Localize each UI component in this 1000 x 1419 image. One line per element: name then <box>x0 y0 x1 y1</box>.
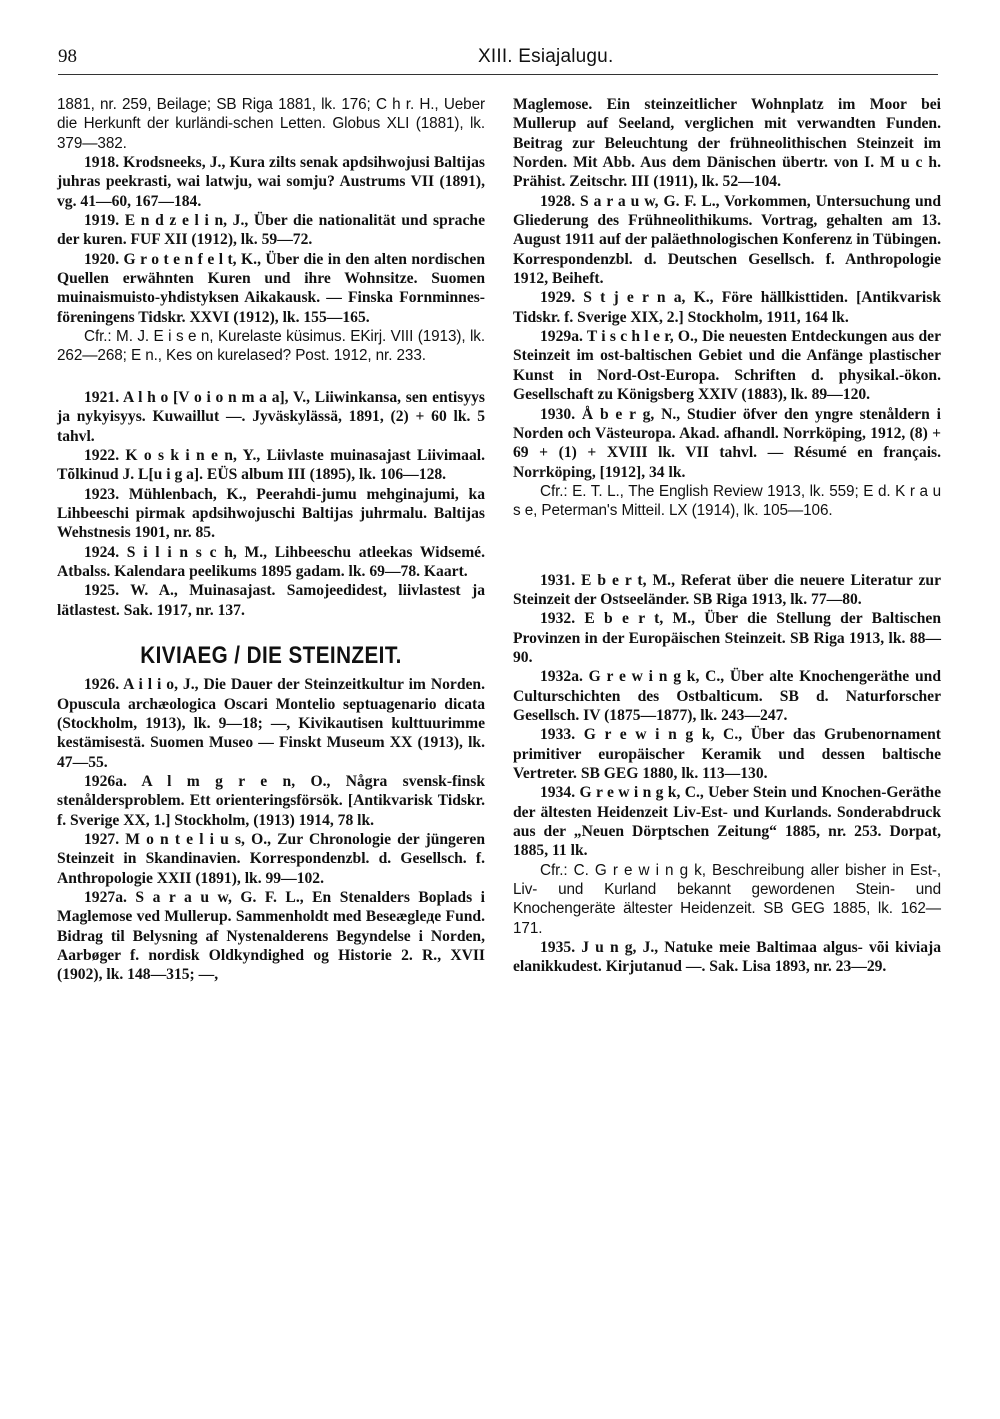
right-entries-bottom <box>513 571 941 977</box>
bibliography-entry: 1927. M o n t e l i u s, O., Zur Chronologie der jüngeren Steinzeit in Skandinavien. Korrespondenzbl. d. Gesellsch. f. Anthropologie XXII (1891), lk. 99—102. <box>57 831 485 887</box>
bibliography-entry: 1924. S i l i n s c h, M., Lihbeeschu atleekas Widsemé. Atbalss. Kalendara peelikums 1895 gadam. lk. 69—78. Kaart. <box>57 543 485 580</box>
reference-note: Cfr.: C. G r e w i n g k, Beschreibung aller bisher in Est-, Liv- und Kurland bekannt gewordenen Stein- und Knochengeräte ältester Heidenzeit. SB GEG 1885, lk. 162—171. <box>513 861 941 937</box>
bibliography-entry: 1922. K o s k i n e n, Y., Liivlaste muinasajast Liivimaal. Tõlkinud J. L[u i g a]. EÜS album III (1895), lk. 106—128. <box>57 446 485 484</box>
running-title: XIII. Esiajalugu. <box>478 46 614 67</box>
header-rule <box>58 74 938 75</box>
bibliography-entry: 1920. G r o t e n f e l t, K., Über die in den alten nordischen Quellen erwähnten Kuren und ihre Wohnsitze. Suomen muinaismuisto-yhdistyksen Aikakausk. — Finska Fornminnes-föreningens Tidskr. XXVI (1912), lk. 155—165. <box>57 250 485 326</box>
left-entries-top <box>57 95 485 366</box>
bibliography-entry: 1921. A l h o [V o i o n m a a], V., Liiwinkansa, sen entisyys ja nykyisyys. Kuwaillut —. Jyväskylässä, 1891, (2) + 60 lk. 5 tahvl. <box>57 388 485 445</box>
bibliography-entry: 1927a. S a r a u w, G. F. L., En Stenalders Boplads i Maglemose ved Mullerup. Sammenholdt med Beseægleде Fund. Bidrag til Belysning af Nystenalderens Begyndelse i Norden, Aarbøger f. nordisk Oldkyndighed og Historie 2. R., XVII (1902), lk. 148—315; —, <box>57 889 485 984</box>
section-heading: KIVIAEG / DIE STEINZEIT. <box>140 641 402 669</box>
bibliography-entry: 1932a. G r e w i n g k, C., Über alte Knochengeräthe und Culturschichten des Ostbalticum. SB d. Naturforscher Gesellsch. IV (1875—1877), lk. 243—247. <box>513 668 941 724</box>
bibliography-entry: 1919. E n d z e l i n, J., Über die nationalität und sprache der kuren. FUF XII (1912), lk. 59—72. <box>57 212 485 249</box>
bibliography-entry: 1918. Krodsneeks, J., Kura zilts senak apdsihwojusi Baltijas juhras peekrasti, wai latwju, wai somju? Austrums VII (1891), vg. 41—60, 167—184. <box>57 154 485 210</box>
left-entries-mid <box>57 388 485 620</box>
right-column <box>513 95 941 977</box>
bibliography-entry: 1931. E b e r t, M., Referat über die neuere Literatur zur Steinzeit der Ostseeländer. SB Riga 1913, lk. 77—80. <box>513 571 941 608</box>
bibliography-entry: 1930. Å b e r g, N., Studier öfver den yngre stenåldern i Norden och Västeuropa. Akad. afhandl. Norrköping, 1912, (8) + 69 + (1) + XVIII lk. VII tahvl. — Résumé en français. Norrköping, [1912], 34 lk. <box>513 405 941 481</box>
reference-note: Cfr.: M. J. E i s e n, Kurelaste küsimus. EKirj. VIII (1913), lk. 262—268; E n., Kes on kurelased? Post. 1912, nr. 233. <box>57 328 485 365</box>
right-entries-top <box>513 95 941 521</box>
bibliography-entry: 1926. A i l i o, J., Die Dauer der Steinzeitkultur im Norden. Opuscula archæologica Oscari Montelio septuagenario dicata (Stockholm, 1913), lk. 9—18; —, Kivikautisen kulttuurimme kestämisestä. Suomen Museo — Finskt Museum XX (1913), lk. 47—55. <box>57 676 485 771</box>
reference-note: 1881, nr. 259, Beilage; SB Riga 1881, lk. 176; C h r. H., Ueber die Herkunft der kurländi-schen Letten. Globus XLI (1881), lk. 379—382. <box>57 96 485 152</box>
page-number: 98 <box>58 46 77 67</box>
bibliography-entry: 1926a. A l m g r e n, O., Några svensk-finsk stenåldersproblem. Ett orienteringsförsök. [Antikvarisk Tidskr. f. Sverige XX, 1.] Stockholm, (1913) 1914, 78 lk. <box>57 773 485 829</box>
bibliography-entry: 1925. W. A., Muinasajast. Samojeedidest, liivlastest ja lätlastest. Sak. 1917, nr. 137. <box>57 582 485 619</box>
left-column <box>57 95 485 985</box>
bibliography-entry: 1933. G r e w i n g k, C., Über das Grubenornament primitiver europäischer Keramik und dessen baltische Vertreter. SB GEG 1880, lk. 113—130. <box>513 726 941 782</box>
spacer <box>513 521 941 571</box>
bibliography-entry: 1928. S a r a u w, G. F. L., Vorkommen, Untersuchung und Gliederung des Frühneolithikums. Vortrag, gehalten am 13. August 1911 auf der paläethnologischen Konferenz in Tübingen. Korrespondenzbl. d. Deutschen Gesellsch. f. Anthropologie 1912, Beiheft. <box>513 192 941 288</box>
page-header <box>58 46 938 76</box>
bibliography-entry: Maglemose. Ein steinzeitlicher Wohnplatz im Moor bei Mullerup auf Seeland, verglichen mit verwandten Funden. Beitrag zur Beleuchtung der frühneolithischen Steinzeit im Norden. Mit Abb. Aus dem Dänischen übertr. von I. M u c h. Prähist. Zeitschr. III (1911), lk. 52—104. <box>513 96 941 191</box>
bibliography-entry: 1923. Mühlenbach, K., Peerahdi-jumu mehginajumi, ka Lihbeeschi pirmak apdsihwojuschi Baltijas juhrmalu. Baltijas Wehstnesis 1901, nr. 85. <box>57 485 485 542</box>
bibliography-entry: 1935. J u n g, J., Natuke meie Baltimaa algus- või kiviaja elanikkudest. Kirjutanud —. Sak. Lisa 1893, nr. 23—29. <box>513 939 941 976</box>
left-entries-bottom <box>57 675 485 985</box>
reference-note: Cfr.: E. T. L., The English Review 1913, lk. 559; E d. K r a u s e, Peterman's Mitteil. LX (1914), lk. 105—106. <box>513 482 941 520</box>
bibliography-entry: 1934. G r e w i n g k, C., Ueber Stein und Knochen-Geräthe der ältesten Heidenzeit Liv-Est- und Kurlands. Sonderabdruck aus der „Neuen Dörptschen Zeitung“ 1885, nr. 253. Dorpat, 1885, 11 lk. <box>513 784 941 860</box>
bibliography-entry: 1929a. T i s c h l e r, O., Die neuesten Entdeckungen aus der Steinzeit im ost-baltischen Gebiet und die Anfänge plastischer Kunst in Nord-Ost-Europa. Schriften d. physikal.-ökon. Gesellschaft zu Königsberg XXIV (1883), lk. 89—120. <box>513 328 941 404</box>
bibliography-entry: 1932. E b e r t, M., Über die Stellung der Baltischen Provinzen in der Europäischen Steinzeit. SB Riga 1913, lk. 88—90. <box>513 610 941 666</box>
spacer <box>57 366 485 388</box>
bibliography-entry: 1929. S t j e r n a, K., Före hällkisttiden. [Antikvarisk Tidskr. f. Sverige XIX, 2.] Stockholm, 1911, 164 lk. <box>513 289 941 326</box>
